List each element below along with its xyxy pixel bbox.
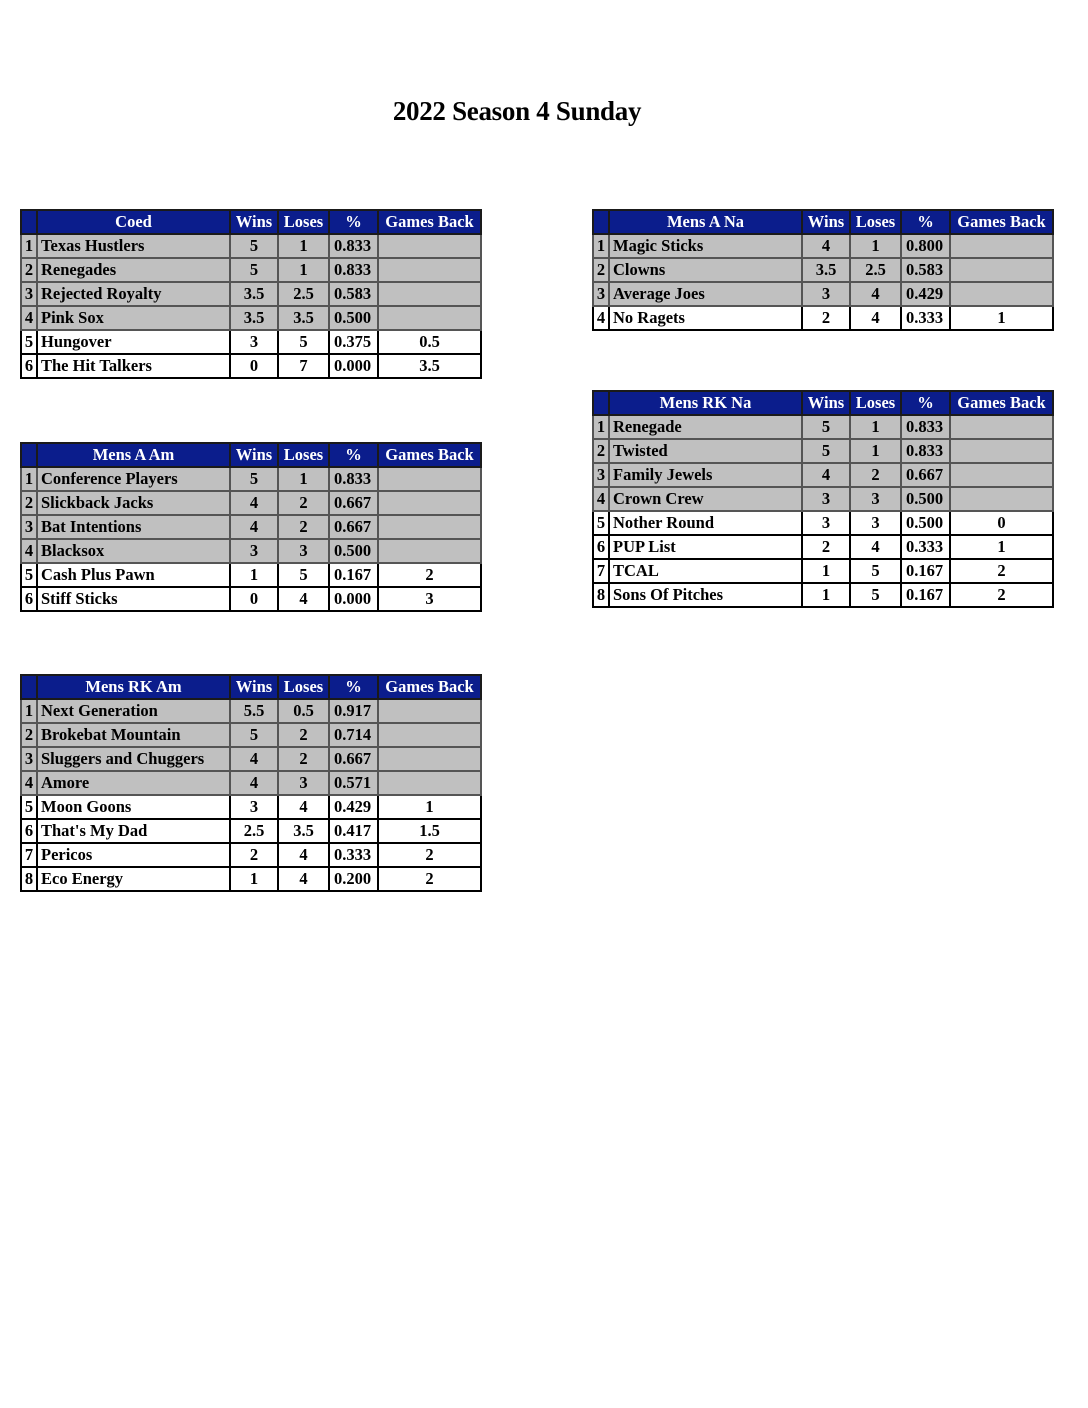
win-pct-cell: 0.667	[329, 515, 378, 539]
coed-standings-table	[20, 209, 482, 379]
games-back-cell	[950, 463, 1053, 487]
standings-row	[21, 843, 481, 867]
loses-cell: 2	[278, 491, 329, 515]
rank-cell: 7	[21, 843, 37, 867]
team-name-cell: Rejected Royalty	[37, 282, 230, 306]
games-back-cell: 2	[950, 559, 1053, 583]
standings-row	[593, 487, 1053, 511]
team-name-cell: Sons Of Pitches	[609, 583, 802, 607]
wins-header: Wins	[802, 391, 850, 415]
wins-cell: 3.5	[230, 306, 278, 330]
win-pct-cell: 0.417	[329, 819, 378, 843]
rank-cell: 6	[593, 535, 609, 559]
rank-cell: 1	[21, 467, 37, 491]
rank-cell: 3	[593, 282, 609, 306]
rank-cell: 1	[593, 415, 609, 439]
rank-cell: 8	[593, 583, 609, 607]
win-pct-cell: 0.583	[329, 282, 378, 306]
loses-cell: 4	[278, 867, 329, 891]
win-pct-cell: 0.667	[329, 491, 378, 515]
wins-cell: 3	[230, 539, 278, 563]
games-back-cell: 2	[950, 583, 1053, 607]
games-back-cell: 2	[378, 867, 481, 891]
loses-cell: 1	[278, 467, 329, 491]
pct-header: %	[901, 391, 950, 415]
games-back-cell: 1	[950, 535, 1053, 559]
rank-header	[21, 443, 37, 467]
games-back-cell: 1	[378, 795, 481, 819]
win-pct-cell: 0.500	[329, 539, 378, 563]
wins-cell: 4	[230, 491, 278, 515]
standings-row	[21, 306, 481, 330]
rank-cell: 2	[21, 723, 37, 747]
pct-header: %	[329, 210, 378, 234]
win-pct-cell: 0.333	[901, 535, 950, 559]
loses-cell: 4	[278, 795, 329, 819]
loses-cell: 2.5	[850, 258, 901, 282]
standings-row	[593, 559, 1053, 583]
page-title: 2022 Season 4 Sunday	[392, 96, 642, 126]
wins-cell: 3	[802, 282, 850, 306]
win-pct-cell: 0.333	[901, 306, 950, 330]
division-name-header: Mens RK Na	[609, 391, 802, 415]
standings-row	[21, 234, 481, 258]
team-name-cell: Family Jewels	[609, 463, 802, 487]
loses-cell: 1	[850, 234, 901, 258]
loses-cell: 4	[278, 587, 329, 611]
wins-cell: 1	[802, 583, 850, 607]
win-pct-cell: 0.833	[329, 234, 378, 258]
loses-cell: 3	[278, 771, 329, 795]
loses-cell: 7	[278, 354, 329, 378]
games-back-header: Games Back	[378, 675, 481, 699]
games-back-cell	[950, 234, 1053, 258]
standings-row	[593, 306, 1053, 330]
team-name-cell: Twisted	[609, 439, 802, 463]
loses-cell: 1	[850, 415, 901, 439]
games-back-cell	[378, 234, 481, 258]
rank-cell: 5	[21, 795, 37, 819]
loses-cell: 5	[850, 583, 901, 607]
games-back-cell: 2	[378, 843, 481, 867]
pct-header: %	[329, 675, 378, 699]
games-back-cell	[378, 747, 481, 771]
games-back-cell: 2	[378, 563, 481, 587]
win-pct-cell: 0.167	[901, 559, 950, 583]
loses-cell: 2	[850, 463, 901, 487]
team-name-cell: Stiff Sticks	[37, 587, 230, 611]
win-pct-cell: 0.500	[901, 487, 950, 511]
rank-cell: 8	[21, 867, 37, 891]
win-pct-cell: 0.667	[901, 463, 950, 487]
games-back-cell	[378, 539, 481, 563]
header-row	[21, 210, 481, 234]
team-name-cell: PUP List	[609, 535, 802, 559]
loses-cell: 5	[278, 330, 329, 354]
standings-row	[21, 795, 481, 819]
wins-cell: 5	[230, 258, 278, 282]
standings-row	[593, 535, 1053, 559]
team-name-cell: Renegade	[609, 415, 802, 439]
loses-cell: 0.5	[278, 699, 329, 723]
loses-cell: 2.5	[278, 282, 329, 306]
standings-row	[593, 583, 1053, 607]
team-name-cell: Nother Round	[609, 511, 802, 535]
loses-cell: 3.5	[278, 819, 329, 843]
rank-cell: 2	[21, 491, 37, 515]
standings-row	[593, 234, 1053, 258]
win-pct-cell: 0.571	[329, 771, 378, 795]
loses-cell: 2	[278, 723, 329, 747]
loses-cell: 5	[278, 563, 329, 587]
loses-cell: 2	[278, 515, 329, 539]
wins-cell: 3	[230, 330, 278, 354]
wins-cell: 4	[230, 771, 278, 795]
standings-row	[21, 587, 481, 611]
win-pct-cell: 0.000	[329, 354, 378, 378]
games-back-cell	[378, 491, 481, 515]
wins-cell: 3	[802, 487, 850, 511]
wins-cell: 3	[230, 795, 278, 819]
standings-row	[21, 491, 481, 515]
games-back-cell	[378, 306, 481, 330]
team-name-cell: Pink Sox	[37, 306, 230, 330]
win-pct-cell: 0.714	[329, 723, 378, 747]
standings-row	[593, 415, 1053, 439]
wins-cell: 4	[230, 515, 278, 539]
team-name-cell: Texas Hustlers	[37, 234, 230, 258]
loses-header: Loses	[278, 675, 329, 699]
wins-header: Wins	[802, 210, 850, 234]
rank-cell: 5	[593, 511, 609, 535]
team-name-cell: Crown Crew	[609, 487, 802, 511]
win-pct-cell: 0.667	[329, 747, 378, 771]
games-back-cell	[950, 415, 1053, 439]
team-name-cell: Clowns	[609, 258, 802, 282]
rank-cell: 6	[21, 354, 37, 378]
wins-cell: 5	[230, 467, 278, 491]
rank-cell: 3	[21, 747, 37, 771]
wins-cell: 2	[230, 843, 278, 867]
games-back-cell	[378, 282, 481, 306]
standings-row	[21, 539, 481, 563]
win-pct-cell: 0.429	[901, 282, 950, 306]
games-back-cell: 1	[950, 306, 1053, 330]
games-back-cell: 3.5	[378, 354, 481, 378]
rank-cell: 3	[593, 463, 609, 487]
loses-cell: 3.5	[278, 306, 329, 330]
team-name-cell: Conference Players	[37, 467, 230, 491]
rank-cell: 2	[593, 439, 609, 463]
rank-cell: 4	[593, 306, 609, 330]
wins-cell: 4	[230, 747, 278, 771]
wins-header: Wins	[230, 443, 278, 467]
rank-cell: 4	[21, 306, 37, 330]
win-pct-cell: 0.000	[329, 587, 378, 611]
wins-cell: 3	[802, 511, 850, 535]
games-back-cell	[378, 258, 481, 282]
wins-cell: 2	[802, 535, 850, 559]
games-back-header: Games Back	[950, 210, 1053, 234]
games-back-cell: 3	[378, 587, 481, 611]
standings-row	[21, 258, 481, 282]
wins-cell: 5	[802, 415, 850, 439]
standings-row	[21, 819, 481, 843]
win-pct-cell: 0.333	[329, 843, 378, 867]
wins-cell: 2	[802, 306, 850, 330]
standings-row	[21, 563, 481, 587]
header-row	[21, 443, 481, 467]
team-name-cell: Eco Energy	[37, 867, 230, 891]
wins-cell: 3.5	[230, 282, 278, 306]
rank-header	[21, 675, 37, 699]
win-pct-cell: 0.833	[329, 258, 378, 282]
loses-header: Loses	[278, 210, 329, 234]
loses-cell: 4	[850, 282, 901, 306]
standings-row	[593, 463, 1053, 487]
mens-a-na-standings-table	[592, 209, 1054, 331]
games-back-header: Games Back	[950, 391, 1053, 415]
mens-rk-na-standings-table	[592, 390, 1054, 608]
division-name-header: Mens A Am	[37, 443, 230, 467]
header-row	[593, 391, 1053, 415]
games-back-cell	[378, 699, 481, 723]
team-name-cell: Magic Sticks	[609, 234, 802, 258]
wins-cell: 1	[230, 867, 278, 891]
loses-cell: 3	[850, 487, 901, 511]
mens-rk-am-standings-table	[20, 674, 482, 892]
loses-cell: 1	[850, 439, 901, 463]
rank-cell: 5	[21, 563, 37, 587]
games-back-header: Games Back	[378, 210, 481, 234]
win-pct-cell: 0.429	[329, 795, 378, 819]
rank-cell: 1	[21, 699, 37, 723]
wins-cell: 2.5	[230, 819, 278, 843]
mens-a-am-standings-table	[20, 442, 482, 612]
standings-row	[593, 439, 1053, 463]
loses-cell: 5	[850, 559, 901, 583]
team-name-cell: Cash Plus Pawn	[37, 563, 230, 587]
wins-cell: 3.5	[802, 258, 850, 282]
wins-cell: 1	[802, 559, 850, 583]
loses-cell: 4	[850, 535, 901, 559]
games-back-cell	[378, 723, 481, 747]
team-name-cell: Amore	[37, 771, 230, 795]
team-name-cell: Bat Intentions	[37, 515, 230, 539]
team-name-cell: Blacksox	[37, 539, 230, 563]
loses-header: Loses	[278, 443, 329, 467]
win-pct-cell: 0.375	[329, 330, 378, 354]
rank-cell: 5	[21, 330, 37, 354]
team-name-cell: Renegades	[37, 258, 230, 282]
standings-row	[21, 771, 481, 795]
division-name-header: Mens RK Am	[37, 675, 230, 699]
win-pct-cell: 0.167	[329, 563, 378, 587]
standings-row	[21, 867, 481, 891]
wins-cell: 5	[230, 234, 278, 258]
division-name-header: Coed	[37, 210, 230, 234]
loses-cell: 4	[278, 843, 329, 867]
team-name-cell: Brokebat Mountain	[37, 723, 230, 747]
rank-cell: 7	[593, 559, 609, 583]
loses-cell: 2	[278, 747, 329, 771]
games-back-cell	[378, 771, 481, 795]
wins-cell: 4	[802, 463, 850, 487]
team-name-cell: Next Generation	[37, 699, 230, 723]
standings-row	[21, 330, 481, 354]
standings-row	[21, 747, 481, 771]
games-back-cell: 1.5	[378, 819, 481, 843]
win-pct-cell: 0.200	[329, 867, 378, 891]
team-name-cell: That's My Dad	[37, 819, 230, 843]
standings-row	[593, 258, 1053, 282]
win-pct-cell: 0.800	[901, 234, 950, 258]
loses-cell: 1	[278, 258, 329, 282]
pct-header: %	[901, 210, 950, 234]
wins-header: Wins	[230, 675, 278, 699]
games-back-cell	[950, 439, 1053, 463]
standings-row	[21, 515, 481, 539]
pct-header: %	[329, 443, 378, 467]
standings-row	[593, 282, 1053, 306]
team-name-cell: The Hit Talkers	[37, 354, 230, 378]
rank-cell: 6	[21, 819, 37, 843]
wins-header: Wins	[230, 210, 278, 234]
team-name-cell: Slickback Jacks	[37, 491, 230, 515]
team-name-cell: No Ragets	[609, 306, 802, 330]
rank-cell: 6	[21, 587, 37, 611]
win-pct-cell: 0.500	[901, 511, 950, 535]
loses-cell: 3	[278, 539, 329, 563]
wins-cell: 5.5	[230, 699, 278, 723]
wins-cell: 5	[230, 723, 278, 747]
win-pct-cell: 0.917	[329, 699, 378, 723]
win-pct-cell: 0.833	[901, 415, 950, 439]
games-back-cell	[950, 282, 1053, 306]
rank-header	[593, 391, 609, 415]
win-pct-cell: 0.833	[329, 467, 378, 491]
wins-cell: 0	[230, 354, 278, 378]
rank-cell: 2	[593, 258, 609, 282]
win-pct-cell: 0.500	[329, 306, 378, 330]
standings-row	[593, 511, 1053, 535]
games-back-cell: 0.5	[378, 330, 481, 354]
rank-header	[21, 210, 37, 234]
rank-cell: 2	[21, 258, 37, 282]
games-back-cell	[950, 258, 1053, 282]
win-pct-cell: 0.167	[901, 583, 950, 607]
header-row	[593, 210, 1053, 234]
games-back-cell	[950, 487, 1053, 511]
wins-cell: 4	[802, 234, 850, 258]
rank-cell: 3	[21, 515, 37, 539]
loses-cell: 4	[850, 306, 901, 330]
wins-cell: 0	[230, 587, 278, 611]
loses-cell: 3	[850, 511, 901, 535]
standings-row	[21, 354, 481, 378]
team-name-cell: Moon Goons	[37, 795, 230, 819]
rank-cell: 1	[21, 234, 37, 258]
team-name-cell: Hungover	[37, 330, 230, 354]
wins-cell: 5	[802, 439, 850, 463]
rank-cell: 4	[593, 487, 609, 511]
team-name-cell: TCAL	[609, 559, 802, 583]
standings-row	[21, 723, 481, 747]
division-name-header: Mens A Na	[609, 210, 802, 234]
team-name-cell: Sluggers and Chuggers	[37, 747, 230, 771]
win-pct-cell: 0.583	[901, 258, 950, 282]
rank-cell: 4	[21, 771, 37, 795]
loses-header: Loses	[850, 391, 901, 415]
rank-cell: 1	[593, 234, 609, 258]
win-pct-cell: 0.833	[901, 439, 950, 463]
loses-cell: 1	[278, 234, 329, 258]
games-back-cell	[378, 467, 481, 491]
games-back-header: Games Back	[378, 443, 481, 467]
standings-row	[21, 467, 481, 491]
rank-cell: 3	[21, 282, 37, 306]
header-row	[21, 675, 481, 699]
standings-row	[21, 282, 481, 306]
team-name-cell: Average Joes	[609, 282, 802, 306]
wins-cell: 1	[230, 563, 278, 587]
loses-header: Loses	[850, 210, 901, 234]
standings-row	[21, 699, 481, 723]
rank-header	[593, 210, 609, 234]
rank-cell: 4	[21, 539, 37, 563]
team-name-cell: Pericos	[37, 843, 230, 867]
games-back-cell	[378, 515, 481, 539]
games-back-cell: 0	[950, 511, 1053, 535]
